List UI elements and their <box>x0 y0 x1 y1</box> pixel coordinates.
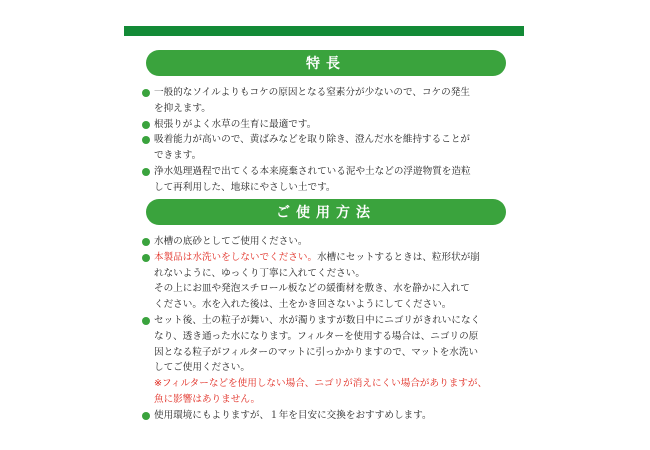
list-item: 一般的なソイルよりもコケの原因となる窒素分が少ないので、コケの発生 を抑えます。 <box>132 85 512 117</box>
bullet-icon <box>142 89 150 97</box>
features-section <box>132 50 512 196</box>
list-item: 使用環境にもよりますが、１年を目安に交換をおすすめします。 <box>132 408 512 424</box>
warning-text: 魚に影響はありません。 <box>154 393 261 405</box>
bullet-icon <box>142 317 150 325</box>
bullet-icon <box>142 412 150 420</box>
bullet-icon <box>142 254 150 262</box>
warning-text: ※フィルターなどを使用しない場合、ニゴリが消えにくい場合がありますが、 <box>154 378 488 390</box>
list-item: 吸着能力が高いので、黄ばみなどを取り除き、澄んだ水を維持することが できます。 <box>132 132 512 164</box>
usage-section <box>132 199 512 424</box>
bullet-icon <box>142 121 150 129</box>
features-list <box>132 85 512 196</box>
bullet-icon <box>142 136 150 144</box>
list-item: 根張りがよく水草の生育に最適です。 <box>132 117 512 133</box>
list-item: セット後、土の粒子が舞い、水が濁りますが数日中にニゴリがきれいになく なり、透き通った水になります。フィルターを使用する場合は、ニゴリの原 因となる粒子がフィルターのマットに引っかかりますので、マットを水洗い してご使用ください。 ※フィルターなどを使用しない場合、ニゴリが消えにくい場合がありますが、 魚に影響はありません。 <box>132 313 512 408</box>
usage-list <box>132 234 512 424</box>
list-item: 水槽の底砂としてご使用ください。 <box>132 234 512 250</box>
usage-header: ご使用方法 <box>146 199 506 225</box>
bullet-icon <box>142 168 150 176</box>
list-item: 浄水処理過程で出てくる本来廃棄されている泥や土などの浮遊物質を造粒 して再利用した、地球にやさしい土です。 <box>132 164 512 196</box>
top-green-bar <box>124 26 524 36</box>
features-header: 特長 <box>146 50 506 76</box>
bullet-icon <box>142 238 150 246</box>
list-item: 本製品は水洗いをしないでください。水槽にセットするときは、粒形状が崩 れないように、ゆっくり丁寧に入れてください。 その上にお皿や発泡スチロール板などの緩衝材を敷き、水を静かに入れて ください。水を入れた後は、土をかき回さないようにしてください。 <box>132 250 512 313</box>
warning-text: 本製品は水洗いをしないでください。 <box>154 251 318 263</box>
